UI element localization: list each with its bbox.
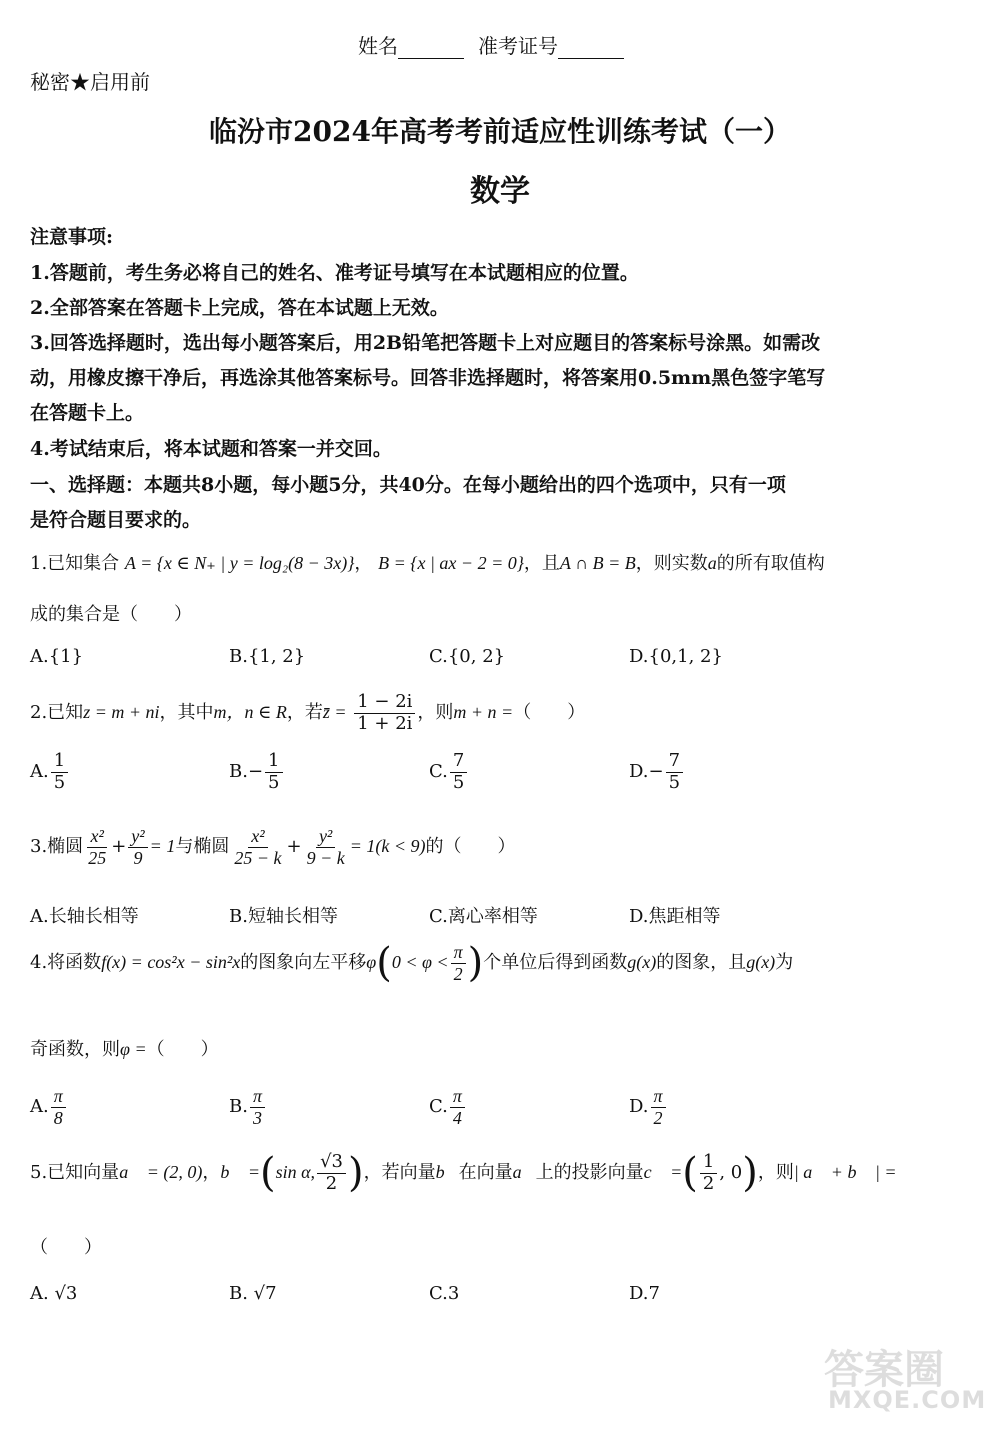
q5-b-right-paren: ) [347,1150,364,1197]
q3-n1: x² [87,826,106,848]
q4-line2: 奇函数，则 [30,1039,120,1060]
q5-abs: | a⃗ + b⃗ | = [793,1162,897,1183]
note-item: 3.回答选择题时，选出每小题答案后，用2B铅笔把答题卡上对应题目的答案标号涂黑。如需改 [30,332,821,354]
q4-cond-left: 0 < φ < [391,952,449,973]
subject-title: 数学 [470,174,530,209]
q2-mid2: ，若 [286,702,323,724]
q2-option-d [629,751,685,793]
q2-option-c [429,751,469,793]
q1-set-a: A = {x ∈ N₊ | y = log₂(8 − 3x)} [124,553,355,573]
q1-option-d: D.{0,1, 2} [629,646,723,667]
q5-tail: ，则 [757,1162,794,1184]
q2-option-a-den: 5 [53,771,66,793]
q2-option-c-num: 7 [450,751,467,773]
question-3 [30,826,515,868]
q4-option-a-label: A. [30,1096,49,1118]
q1-condition: A ∩ B = B [559,553,636,573]
q4-option-a-num: π [51,1086,66,1108]
q2-option-d-num: 7 [666,751,683,773]
q2-z: z = m + ni [83,702,160,723]
q4-right-paren: ) [467,940,484,987]
q5-option-b: B. √7 [229,1283,277,1304]
q3-tail: 的（ ） [425,836,516,858]
watermark-logo [824,1338,987,1418]
note-item: 2.全部答案在答题卡上完成，答在本试题上无效。 [30,297,449,319]
header-fields [358,30,624,59]
q5-bvec: b⃗ [435,1162,459,1183]
q2-option-b-sign: − [247,761,264,783]
q2-option-b-den: 5 [268,771,280,793]
q3-mid: 与椭圆 [175,836,230,858]
ticket-label: 准考证号 [478,34,558,58]
q5-c-den: 2 [702,1172,715,1194]
q5-b: b⃗ = [220,1162,260,1183]
q3-option-a: A.长轴长相等 [30,906,139,927]
q3-n4: y² [316,826,335,848]
q3-option-c: C.离心率相等 [429,906,538,927]
secret-label: 秘密★启用前 [30,70,150,94]
q2-option-b [229,751,285,793]
q4-option-c [429,1086,467,1128]
q2-option-d-sign: − [648,761,664,783]
q5-c: c⃗ = [643,1162,683,1183]
q2-option-d-den: 5 [668,771,681,793]
q2-fraction [354,692,415,734]
q4-cond-num: π [451,942,466,964]
note-item: 4.考试结束后，将本试题和答案一并交回。 [30,438,392,460]
notes-heading: 注意事项: [30,226,114,248]
q4-option-d [629,1086,668,1128]
q4-option-d-den: 2 [653,1107,663,1128]
q4-option-d-num: π [651,1086,666,1108]
q4-option-b-den: 3 [252,1107,262,1128]
q4-option-b [229,1086,267,1128]
q4-option-a-den: 8 [53,1107,63,1128]
q4-line2b: φ = [120,1039,147,1059]
q4-mid3: 的图象，且 [656,952,747,974]
q4-option-d-label: D. [629,1096,649,1118]
q2-option-a-num: 1 [51,751,68,773]
q2-option-d-label: D. [629,761,649,783]
q4-cond-den: 2 [453,963,463,984]
q5-b-left-paren: ( [259,1150,276,1197]
q4-func: f(x) = cos²x − sin²x [101,952,241,973]
q5-b-num: √3 [317,1152,346,1174]
q4-option-b-label: B. [229,1096,248,1118]
q4-option-c-den: 4 [452,1107,462,1128]
q3-option-b: B.短轴长相等 [229,906,338,927]
q2-option-b-label: B. [229,761,248,783]
q5-mid: ，若向量 [363,1162,436,1184]
q5-sep: ， [202,1162,221,1184]
q2-num: 1 − 2i [354,692,415,714]
q5-c-right: , 0 [719,1162,743,1184]
note-item: 动，用橡皮擦干净后，再选涂其他答案标号。回答非选择题时，将答案用0.5mm黑色签字笔写 [30,367,826,389]
watermark-text: 答案圈 [824,1347,944,1393]
q3-option-d: D.焦距相等 [629,906,721,927]
q3-eq1: = 1 [149,836,176,857]
q3-n2: y² [128,826,147,848]
q2-expr: m + n = [453,702,514,723]
q5-mid2: 在向量 [458,1162,513,1184]
q5-prefix: 5.已知向量 [30,1162,120,1184]
q3-d2: 9 [133,847,143,868]
q5-mid3: 上的投影向量 [535,1162,644,1184]
q1-tail: ，则实数 [635,553,708,574]
note-item: 1.答题前，考生务必将自己的姓名、准考证号填写在本试题相应的位置。 [30,262,639,284]
question-4 [30,940,794,987]
q3-prefix: 3.椭圆 [30,836,84,858]
q3-plus-2: + [286,836,302,858]
q5-c-left-paren: ( [682,1150,698,1197]
q1-option-a: A.{1} [30,646,84,667]
watermark-url: MXQE.COM [828,1386,987,1414]
q2-mid: ，其中 [159,702,214,724]
q4-option-a [30,1086,68,1128]
section-heading: 一、选择题：本题共8小题，每小题5分，共40分。在每小题给出的四个选项中，只有一项 [30,474,786,496]
q1-sep: ， [354,553,373,574]
q5-avec: a⃗ [512,1162,536,1183]
q1-mid: ，且 [523,553,560,574]
q3-n3: x² [248,826,267,848]
q4-mid2: 个单位后得到函数 [483,952,628,974]
q4-mid: 的图象向左平移 [240,952,367,974]
q2-option-c-den: 5 [452,771,465,793]
q1-prefix: 1.已知集合 [30,553,120,574]
q4-line2c: （ ） [146,1039,219,1060]
q2-option-a-label: A. [30,761,49,783]
q2-paren: （ ） [513,702,586,724]
question-2 [30,692,585,734]
name-blank [398,58,464,59]
q3-eq2: = 1(k < 9) [349,836,426,857]
q4-option-c-label: C. [429,1096,448,1118]
q5-option-a: A. √3 [30,1283,78,1304]
q1-var: a [707,553,717,573]
q4-g2: g(x) [746,952,776,973]
q5-c-right-paren: ) [742,1150,758,1197]
q5-b-left: sin α, [275,1162,316,1183]
question-4-cont [30,1035,219,1061]
q2-den: 1 + 2i [357,712,413,734]
q5-c-num: 1 [700,1152,717,1174]
q3-d4: 9 − k [306,847,345,868]
q2-prefix: 2.已知 [30,702,84,724]
q4-option-c-num: π [450,1086,465,1108]
section-heading-cont: 是符合题目要求的。 [30,509,202,531]
q1-option-b: B.{1, 2} [229,646,306,667]
q5-a: a⃗ = (2, 0) [119,1162,203,1183]
note-item: 在答题卡上。 [30,402,145,424]
q4-prefix: 4.将函数 [30,952,102,974]
q4-phi: φ [366,952,377,973]
q4-option-b-num: π [250,1086,265,1108]
q5-option-c: C.3 [429,1283,460,1304]
q4-g: g(x) [627,952,657,973]
name-label: 姓名 [358,34,398,58]
q3-d1: 25 [88,847,107,868]
q5-option-d: D.7 [629,1283,660,1304]
q5-b-den: 2 [325,1172,338,1194]
q3-d3: 25 − k [234,847,282,868]
q4-tail: 为 [775,952,794,974]
question-5-cont: （ ） [30,1237,102,1258]
question-1-cont: 成的集合是（ ） [30,604,192,625]
q2-option-c-label: C. [429,761,448,783]
q3-plus: + [111,836,127,858]
question-5 [30,1150,897,1197]
question-1 [30,549,825,575]
exam-title: 临汾市2024年高考考前适应性训练考试（一） [209,115,791,148]
q1-tail2: 的所有取值构 [716,553,825,574]
q2-option-a [30,751,70,793]
q1-set-b: B = {x | ax − 2 = 0} [378,553,524,573]
q2-tail: ，则 [417,702,454,724]
q1-option-c: C.{0, 2} [429,646,506,667]
q2-vars: m，n ∈ R [213,702,287,723]
ticket-blank [558,58,624,59]
q2-option-b-num: 1 [265,751,282,773]
q2-zbar: z̄ = [322,702,347,723]
q4-left-paren: ( [376,940,392,987]
